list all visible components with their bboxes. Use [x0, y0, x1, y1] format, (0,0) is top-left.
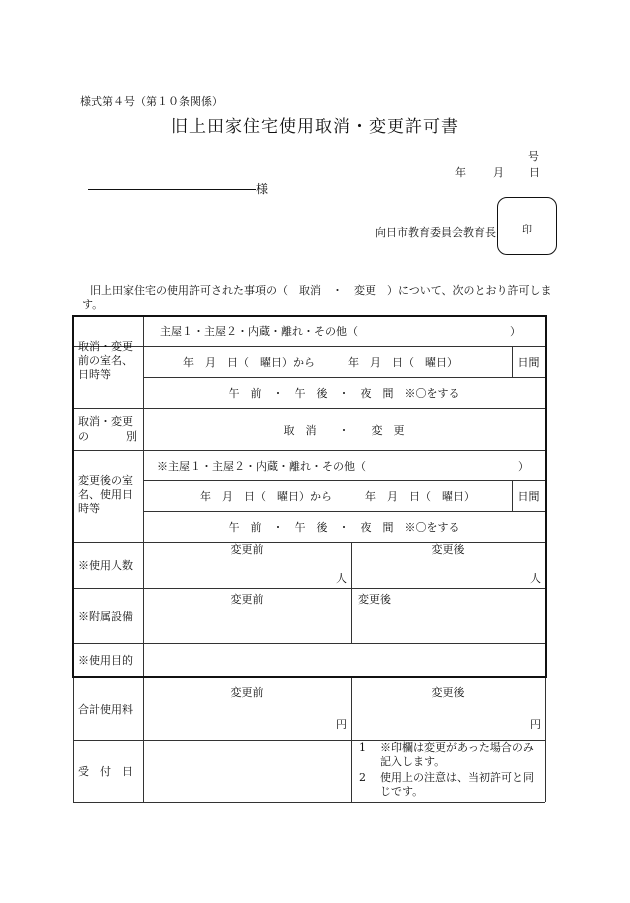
number-label: 号	[528, 150, 539, 163]
fee-before-label: 変更前	[230, 686, 264, 699]
after-days: 日間	[517, 490, 540, 503]
people-after-label: 変更後	[431, 543, 465, 556]
fee-before-unit: 円	[336, 718, 347, 731]
row-after-label: 変更後の室名、使用日時等	[78, 474, 133, 515]
equipment-after-label: 変更後	[358, 593, 391, 606]
before-days: 日間	[517, 356, 540, 369]
purpose-field[interactable]	[143, 643, 545, 677]
type-label-line2b: 別	[126, 430, 137, 443]
fee-after-unit: 円	[530, 718, 541, 731]
type-label-line1: 取消・変更	[78, 415, 133, 428]
equipment-label: ※附属設備	[78, 609, 133, 623]
seal-box	[497, 197, 557, 255]
after-rooms[interactable]: ※主屋１・主屋２・内蔵・離れ・その他（	[157, 459, 366, 473]
seal-label: 印	[522, 225, 532, 236]
before-period[interactable]: 午 前 ・ 午 後 ・ 夜 間 ※〇をする	[228, 387, 460, 400]
note1-number: 1	[359, 741, 366, 754]
after-rooms-close: ）	[518, 459, 529, 473]
note1: ※印欄は変更があった場合のみ記入します。	[380, 741, 534, 768]
people-label: ※使用人数	[78, 559, 133, 572]
before-rooms-close: ）	[510, 325, 521, 338]
fee-label: 合計使用料	[78, 703, 133, 716]
issuer-name: 向日市教育委員会教育長	[375, 226, 496, 239]
after-period[interactable]: 午 前 ・ 午 後 ・ 夜 間 ※〇をする	[228, 521, 460, 534]
form-number: 様式第４号（第１０条関係）	[80, 95, 223, 108]
date-day: 日	[529, 166, 540, 179]
purpose-label: ※使用目的	[78, 654, 133, 667]
before-rooms[interactable]: 主屋１・主屋２・内蔵・離れ・その他（	[160, 325, 358, 338]
fee-after-label: 変更後	[431, 686, 465, 699]
note2: 使用上の注意は、当初許可と同じです。	[380, 771, 534, 798]
note2-number: 2	[359, 771, 366, 784]
date-year: 年	[455, 166, 466, 179]
receipt-label: 受 付 日	[78, 765, 133, 778]
before-datetime[interactable]: 年 月 日（ 曜日）から 年 月 日（ 曜日）	[183, 356, 458, 369]
receipt-date-field[interactable]	[143, 740, 351, 802]
people-after-unit: 人	[530, 572, 541, 585]
document-title: 旧上田家住宅使用取消・変更許可書	[171, 117, 459, 137]
addressee-field[interactable]	[88, 189, 256, 190]
date-month: 月	[493, 166, 504, 179]
after-datetime[interactable]: 年 月 日（ 曜日）から 年 月 日（ 曜日）	[200, 490, 475, 503]
row-before-label: 取消・変更前の室名、日時等	[78, 340, 133, 381]
type-label-line2a: の	[78, 430, 89, 443]
people-before-unit: 人	[336, 572, 347, 585]
equipment-before-label: 変更前	[230, 593, 264, 606]
people-before-label: 変更前	[230, 543, 264, 556]
addressee-suffix: 様	[256, 182, 269, 196]
intro-text: 旧上田家住宅の使用許可された事項の（ 取消 ・ 変更 ）について、次のとおり許可します。	[82, 284, 552, 311]
cancel-or-change[interactable]: 取 消 ・ 変 更	[283, 423, 405, 437]
